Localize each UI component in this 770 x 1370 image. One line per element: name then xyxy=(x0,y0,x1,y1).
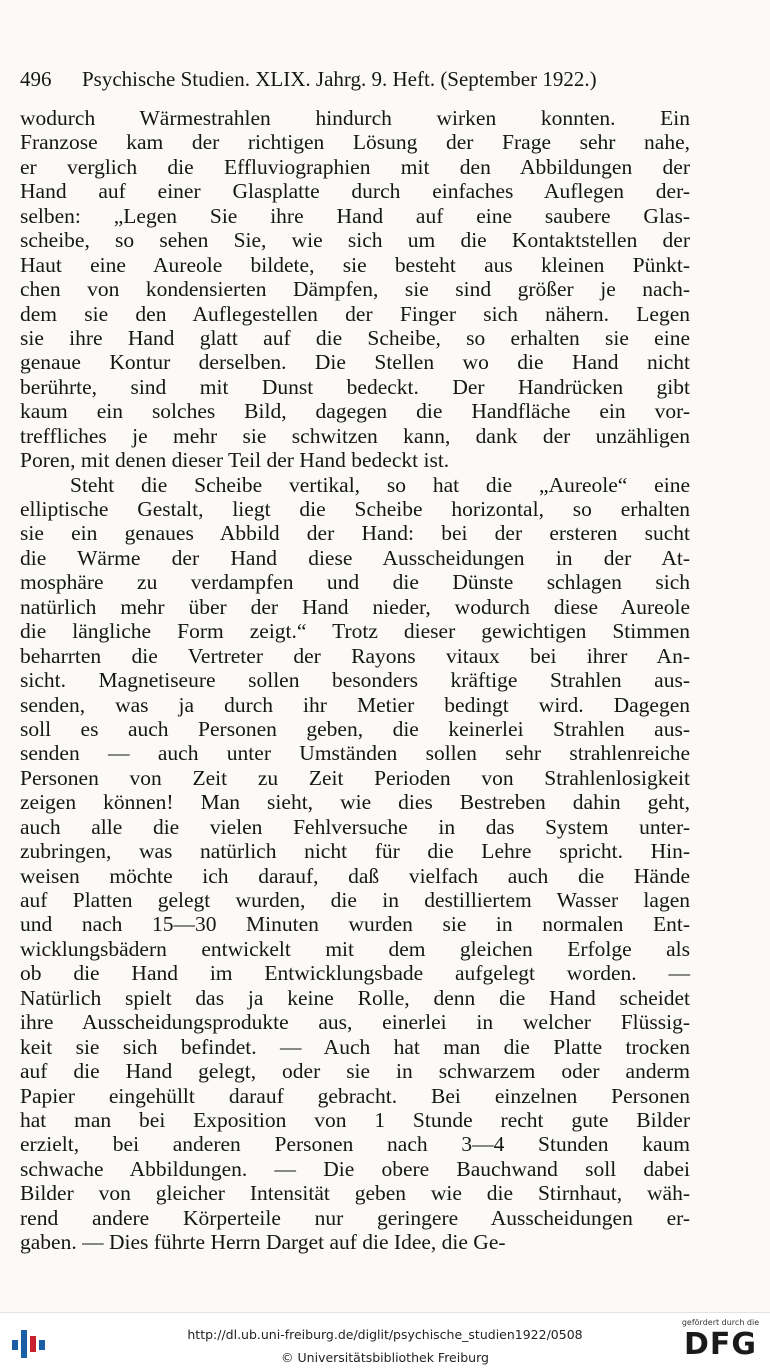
text-line: hat man bei Exposition von 1 Stunde recht gute Bilder xyxy=(20,1107,690,1132)
document-url-link[interactable]: http://dl.ub.uni-freiburg.de/diglit/psychische_studien1922/0508 xyxy=(187,1327,583,1342)
text-line: schwache Abbildungen. — Die obere Bauchwand soll dabei xyxy=(20,1156,690,1181)
text-line: Personen von Zeit zu Zeit Perioden von Strahlenlosigkeit xyxy=(20,765,690,790)
text-line: sicht. Magnetiseure sollen besonders kräftige Strahlen aus- xyxy=(20,668,690,693)
body-text xyxy=(20,106,690,1255)
text-line: kaum ein solches Bild, dagegen die Handfläche ein vor- xyxy=(20,399,690,424)
text-line: dem sie den Auflegestellen der Finger sich nähern. Legen xyxy=(20,301,690,326)
text-line: Haut eine Aureole bildete, sie besteht aus kleinen Pünkt- xyxy=(20,252,690,277)
running-header xyxy=(20,64,640,94)
text-line: zubringen, was natürlich nicht für die Lehre spricht. Hin- xyxy=(20,839,690,864)
text-line: chen von kondensierten Dämpfen, sie sind größer je nach- xyxy=(20,277,690,302)
text-line: gaben. — Dies führte Herrn Darget auf die Idee, die Ge- xyxy=(20,1230,506,1255)
text-line: ihre Ausscheidungsprodukte aus, einerlei in welcher Flüssig- xyxy=(20,1010,690,1035)
copyright-notice: © Universitätsbibliothek Freiburg xyxy=(281,1350,489,1365)
text-line: Franzose kam der richtigen Lösung der Frage sehr nahe, xyxy=(20,130,690,155)
text-line: die längliche Form zeigt.“ Trotz dieser gewichtigen Stimmen xyxy=(20,619,690,644)
text-line: soll es auch Personen geben, die keinerlei Strahlen aus- xyxy=(20,716,690,741)
text-line: zeigen können! Man sieht, wie dies Bestreben dahin geht, xyxy=(20,790,690,815)
text-line: genaue Kontur derselben. Die Stellen wo die Hand nicht xyxy=(20,350,690,375)
text-line: beharrten die Vertreter der Rayons vitaux bei ihrer An- xyxy=(20,643,690,668)
text-line: wodurch Wärmestrahlen hindurch wirken konnten. Ein xyxy=(20,106,690,130)
text-line: Natürlich spielt das ja keine Rolle, denn die Hand scheidet xyxy=(20,985,690,1010)
text-line: elliptische Gestalt, liegt die Scheibe horizontal, so erhalten xyxy=(20,497,690,521)
text-line: berührte, sind mit Dunst bedeckt. Der Handrücken gibt xyxy=(20,374,690,399)
ub-freiburg-logo-icon xyxy=(10,1326,50,1358)
page-number: 496 xyxy=(20,67,52,91)
text-line: sie ein genaues Abbild der Hand: bei der ersteren sucht xyxy=(20,521,690,546)
funding-note: gefördert durch die xyxy=(681,1318,760,1327)
text-line: Papier eingehüllt darauf gebracht. Bei einzelnen Personen xyxy=(20,1083,690,1108)
text-line: erzielt, bei anderen Personen nach 3—4 Stunden kaum xyxy=(20,1132,690,1157)
text-line: und nach 15—30 Minuten wurden sie in normalen Ent- xyxy=(20,912,690,937)
text-line: sie ihre Hand glatt auf die Scheibe, so erhalten sie eine xyxy=(20,325,690,350)
text-line: ob die Hand im Entwicklungsbade aufgelegt worden. — xyxy=(20,961,690,986)
text-line: er verglich die Effluviographien mit den Abbildungen der xyxy=(20,154,690,179)
text-line: treffliches je mehr sie schwitzen kann, dank der unzähligen xyxy=(20,423,690,448)
text-line: Hand auf einer Glasplatte durch einfaches Auflegen der- xyxy=(20,179,690,204)
text-line: senden — auch unter Umständen sollen sehr strahlenreiche xyxy=(20,741,690,766)
text-line: rend andere Körperteile nur geringere Ausscheidungen er- xyxy=(20,1205,690,1230)
dfg-logo[interactable]: DFG xyxy=(683,1327,758,1362)
text-line: Bilder von gleicher Intensität geben wie die Stirnhaut, wäh- xyxy=(20,1181,690,1206)
text-line: scheibe, so sehen Sie, wie sich um die Kontaktstellen der xyxy=(20,228,690,253)
text-line: senden, was ja durch ihr Metier bedingt wird. Dagegen xyxy=(20,692,690,717)
text-line: Poren, mit denen dieser Teil der Hand bedeckt ist. xyxy=(20,448,450,473)
text-line: auf Platten gelegt wurden, die in destilliertem Wasser lagen xyxy=(20,888,690,912)
text-line: wicklungsbädern entwickelt mit dem gleichen Erfolge als xyxy=(20,936,690,961)
text-line: selben: „Legen Sie ihre Hand auf eine saubere Glas- xyxy=(20,203,690,228)
text-line: mosphäre zu verdampfen und die Dünste schlagen sich xyxy=(20,570,690,595)
text-line: weisen möchte ich darauf, daß vielfach auch die Hände xyxy=(20,863,690,888)
text-line: Steht die Scheibe vertikal, so hat die „Aureole“ eine xyxy=(70,472,690,497)
text-line: auf die Hand gelegt, oder sie in schwarzem oder anderm xyxy=(20,1059,690,1084)
text-line: natürlich mehr über der Hand nieder, wodurch diese Aureole xyxy=(20,594,690,619)
text-line: auch alle die vielen Fehlversuche in das System unter- xyxy=(20,814,690,839)
text-line: keit sie sich befindet. — Auch hat man die Platte trocken xyxy=(20,1034,690,1059)
text-line: die Wärme der Hand diese Ausscheidungen in der At- xyxy=(20,545,690,570)
running-title: Psychische Studien. XLIX. Jahrg. 9. Heft. (September 1922.) xyxy=(82,67,597,91)
